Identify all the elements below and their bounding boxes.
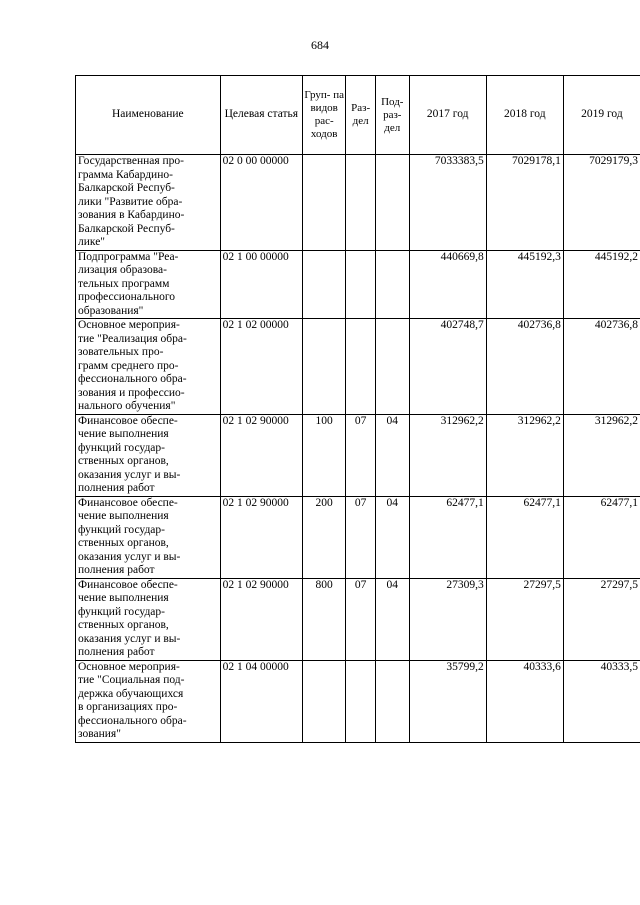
row-expense-group: 100 bbox=[303, 414, 346, 496]
row-name: Финансовое обеспе- чение выполнения функций государ- ственных органов, оказания услуг и вы- полнения работ bbox=[76, 496, 221, 578]
header-target-article: Целевая статья bbox=[220, 76, 302, 155]
row-expense-group bbox=[303, 319, 346, 415]
row-amount-2018: 7029178,1 bbox=[486, 155, 563, 251]
row-name: Основное мероприя- тие "Реализация обра- зовательных про- грамм среднего про- фессионального обра- зования и профессио- нального обучения" bbox=[76, 319, 221, 415]
row-name: Государственная про- грамма Кабардино- Балкарской Респуб- лики "Развитие обра- зования в Кабардино- Балкарской Респуб- лике" bbox=[76, 155, 221, 251]
row-target-article: 02 1 02 90000 bbox=[220, 578, 302, 660]
row-amount-2017: 27309,3 bbox=[409, 578, 486, 660]
row-amount-2017: 402748,7 bbox=[409, 319, 486, 415]
row-amount-2017: 440669,8 bbox=[409, 250, 486, 319]
header-year-2017: 2017 год bbox=[409, 76, 486, 155]
row-amount-2019: 62477,1 bbox=[563, 496, 640, 578]
row-amount-2019: 27297,5 bbox=[563, 578, 640, 660]
row-name: Финансовое обеспе- чение выполнения функций государ- ственных органов, оказания услуг и вы- полнения работ bbox=[76, 578, 221, 660]
row-amount-2019: 445192,2 bbox=[563, 250, 640, 319]
row-target-article: 02 1 02 00000 bbox=[220, 319, 302, 415]
table-row bbox=[76, 414, 640, 496]
row-expense-group bbox=[303, 660, 346, 742]
row-expense-group bbox=[303, 250, 346, 319]
row-section: 07 bbox=[346, 496, 376, 578]
row-amount-2018: 40333,6 bbox=[486, 660, 563, 742]
row-amount-2018: 62477,1 bbox=[486, 496, 563, 578]
row-expense-group bbox=[303, 155, 346, 251]
row-target-article: 02 1 02 90000 bbox=[220, 414, 302, 496]
row-amount-2018: 27297,5 bbox=[486, 578, 563, 660]
header-expense-group: Груп- па видов рас- ходов bbox=[303, 76, 346, 155]
row-subsection bbox=[375, 250, 409, 319]
table-row bbox=[76, 660, 640, 742]
row-subsection bbox=[375, 319, 409, 415]
row-section: 07 bbox=[346, 414, 376, 496]
row-section bbox=[346, 155, 376, 251]
row-section bbox=[346, 319, 376, 415]
row-section bbox=[346, 660, 376, 742]
row-amount-2018: 445192,3 bbox=[486, 250, 563, 319]
row-target-article: 02 1 04 00000 bbox=[220, 660, 302, 742]
row-subsection: 04 bbox=[375, 578, 409, 660]
table-header-row bbox=[76, 76, 640, 155]
row-subsection bbox=[375, 155, 409, 251]
page-number: 684 bbox=[311, 38, 329, 52]
row-expense-group: 800 bbox=[303, 578, 346, 660]
row-name: Подпрограмма "Реа- лизация образова- тельных программ профессионального образования" bbox=[76, 250, 221, 319]
row-name: Финансовое обеспе- чение выполнения функций государ- ственных органов, оказания услуг и вы- полнения работ bbox=[76, 414, 221, 496]
header-subsection: Под- раз- дел bbox=[375, 76, 409, 155]
row-expense-group: 200 bbox=[303, 496, 346, 578]
row-amount-2019: 312962,2 bbox=[563, 414, 640, 496]
budget-table bbox=[75, 75, 640, 743]
row-target-article: 02 1 02 90000 bbox=[220, 496, 302, 578]
row-amount-2018: 402736,8 bbox=[486, 319, 563, 415]
row-subsection: 04 bbox=[375, 414, 409, 496]
row-amount-2018: 312962,2 bbox=[486, 414, 563, 496]
row-section bbox=[346, 250, 376, 319]
table-row bbox=[76, 496, 640, 578]
row-amount-2017: 7033383,5 bbox=[409, 155, 486, 251]
row-subsection bbox=[375, 660, 409, 742]
row-target-article: 02 1 00 00000 bbox=[220, 250, 302, 319]
row-amount-2017: 35799,2 bbox=[409, 660, 486, 742]
row-target-article: 02 0 00 00000 bbox=[220, 155, 302, 251]
table-row bbox=[76, 155, 640, 251]
row-amount-2017: 62477,1 bbox=[409, 496, 486, 578]
table-row bbox=[76, 319, 640, 415]
table-row bbox=[76, 250, 640, 319]
table-row bbox=[76, 578, 640, 660]
header-year-2018: 2018 год bbox=[486, 76, 563, 155]
header-name: Наименование bbox=[76, 76, 221, 155]
row-amount-2019: 40333,5 bbox=[563, 660, 640, 742]
header-section: Раз- дел bbox=[346, 76, 376, 155]
row-name: Основное мероприя- тие "Социальная под- держка обучающихся в организациях про- фессионального обра- зования" bbox=[76, 660, 221, 742]
row-amount-2019: 7029179,3 bbox=[563, 155, 640, 251]
row-subsection: 04 bbox=[375, 496, 409, 578]
row-amount-2017: 312962,2 bbox=[409, 414, 486, 496]
row-amount-2019: 402736,8 bbox=[563, 319, 640, 415]
row-section: 07 bbox=[346, 578, 376, 660]
header-year-2019: 2019 год bbox=[563, 76, 640, 155]
